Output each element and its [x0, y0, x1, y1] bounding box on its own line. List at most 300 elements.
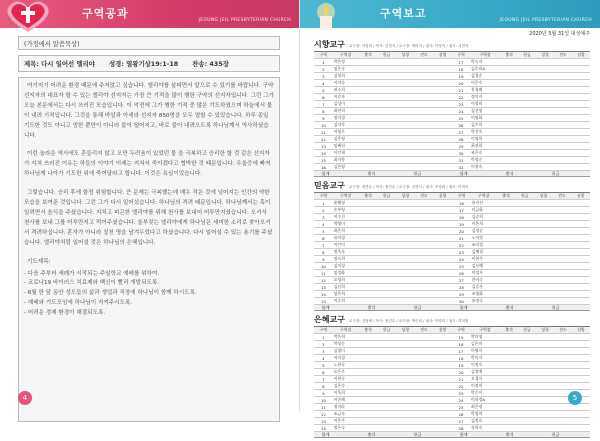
- cell-empty: [536, 122, 554, 129]
- summary-cell: 헌금: [551, 170, 560, 176]
- table-header: 헌금: [377, 193, 396, 200]
- cell-empty: [377, 115, 396, 122]
- table-row: [314, 249, 452, 256]
- cell-empty: [572, 164, 590, 171]
- table-row: [314, 150, 452, 157]
- cell-empty: [396, 200, 415, 207]
- cell-empty: [415, 122, 434, 129]
- summary-cell: 헌금: [413, 431, 422, 437]
- cell-empty: [433, 228, 452, 235]
- cell-empty: [554, 94, 572, 101]
- cell-empty: [396, 214, 415, 221]
- cell-leader: 노현숙: [333, 362, 359, 369]
- cell-leader: 권소희: [333, 87, 359, 94]
- cell-empty: [497, 256, 516, 263]
- cell-leader: 최연희: [333, 108, 359, 115]
- cell-empty: [500, 80, 518, 87]
- cell-leader: 이정희: [470, 101, 500, 108]
- cell-empty: [518, 341, 536, 348]
- cell-empty: [515, 214, 534, 221]
- cell-empty: [415, 221, 434, 228]
- cell-empty: [433, 150, 452, 157]
- cell-leader: 김은영: [333, 164, 359, 171]
- cell-leader: 이옥희: [333, 390, 359, 397]
- cell-empty: [536, 362, 554, 369]
- left-banner: [0, 0, 299, 28]
- table-row: [452, 228, 590, 235]
- table-row: [314, 94, 452, 101]
- cell-leader: 윤해정: [333, 200, 359, 207]
- cell-empty: [359, 66, 378, 73]
- cell-empty: [433, 108, 452, 115]
- cell-empty: [377, 136, 396, 143]
- table-row: [314, 418, 452, 425]
- cell-district-no: 3: [314, 214, 333, 221]
- cell-district-no: 27: [452, 129, 470, 136]
- table-header: 전도: [554, 327, 572, 334]
- cell-district-no: 19: [452, 73, 470, 80]
- cell-empty: [396, 115, 415, 122]
- cell-leader: 이현주: [471, 256, 497, 263]
- cell-district-no: 5: [314, 228, 333, 235]
- cell-empty: [359, 80, 378, 87]
- cell-leader: 정희숙: [470, 425, 500, 432]
- cell-district-no: 30: [452, 298, 471, 305]
- cell-empty: [536, 397, 554, 404]
- cell-leader: 이명희: [470, 136, 500, 143]
- table-header: 전도: [415, 193, 434, 200]
- cell-leader: 이은희: [471, 221, 497, 228]
- cell-empty: [534, 200, 553, 207]
- cell-empty: [572, 362, 590, 369]
- cell-empty: [572, 129, 590, 136]
- cell-empty: [500, 369, 518, 376]
- cell-empty: [377, 164, 396, 171]
- cell-leader: 이정미: [470, 383, 500, 390]
- cell-empty: [415, 73, 434, 80]
- cell-district-no: 5: [314, 87, 333, 94]
- cell-empty: [571, 298, 590, 305]
- cell-empty: [536, 348, 554, 355]
- cell-district-no: 6: [314, 369, 333, 376]
- cell-leader: 최선희: [470, 143, 500, 150]
- cell-empty: [377, 404, 396, 411]
- cell-district-no: 4: [314, 355, 333, 362]
- cell-empty: [534, 228, 553, 235]
- cell-empty: [396, 256, 415, 263]
- cell-empty: [396, 291, 415, 298]
- cell-district-no: 4: [314, 80, 333, 87]
- cell-empty: [554, 59, 572, 66]
- table-header: 출석: [359, 327, 378, 334]
- cell-leader: 노미정: [471, 235, 497, 242]
- cell-empty: [536, 164, 554, 171]
- cell-empty: [571, 277, 590, 284]
- table-row: [314, 143, 452, 150]
- cell-empty: [518, 355, 536, 362]
- table-row: [314, 376, 452, 383]
- prayer-title: 기도제목:: [27, 258, 51, 265]
- cell-empty: [553, 221, 572, 228]
- cell-empty: [396, 235, 415, 242]
- cell-empty: [518, 101, 536, 108]
- summary-cell: 출석: [367, 431, 376, 437]
- cell-leader: 김미성: [333, 263, 359, 270]
- table-row: [314, 334, 452, 341]
- cell-empty: [554, 425, 572, 432]
- cell-empty: [497, 207, 516, 214]
- cell-empty: [536, 73, 554, 80]
- cell-empty: [554, 348, 572, 355]
- cell-empty: [518, 157, 536, 164]
- cell-empty: [433, 291, 452, 298]
- cell-empty: [377, 284, 396, 291]
- cell-leader: 조미경: [471, 242, 497, 249]
- table-header: 전도: [415, 52, 434, 59]
- cell-empty: [572, 66, 590, 73]
- cell-empty: [500, 122, 518, 129]
- cell-district-no: 9: [314, 256, 333, 263]
- cell-leader: 김은숙: [333, 383, 359, 390]
- cell-leader: 김은미: [470, 341, 500, 348]
- cell-empty: [500, 390, 518, 397]
- cell-empty: [500, 94, 518, 101]
- table-header: 헌금: [515, 193, 534, 200]
- cell-empty: [515, 228, 534, 235]
- cell-district-no: 2: [314, 66, 333, 73]
- cell-empty: [359, 150, 378, 157]
- cell-empty: [359, 129, 378, 136]
- cell-empty: [518, 94, 536, 101]
- cell-district-no: 28: [452, 284, 471, 291]
- table-row: [452, 136, 590, 143]
- cell-leader: 오경자: [470, 376, 500, 383]
- cell-empty: [377, 334, 396, 341]
- lesson-hymn: 찬송: 435장: [192, 60, 229, 68]
- cell-empty: [359, 101, 378, 108]
- cell-empty: [377, 425, 396, 432]
- cell-district-no: 21: [452, 87, 470, 94]
- cell-empty: [536, 80, 554, 87]
- cell-leader: 김혜경: [471, 249, 497, 256]
- cell-empty: [415, 270, 434, 277]
- cell-district-no: 7: [314, 376, 333, 383]
- table-header: 헌금: [377, 327, 396, 334]
- table-row: [314, 136, 452, 143]
- cell-leader: 임정화: [333, 270, 359, 277]
- cell-empty: [536, 143, 554, 150]
- cell-empty: [377, 101, 396, 108]
- cell-empty: [497, 291, 516, 298]
- cell-empty: [572, 425, 590, 432]
- cell-district-no: 16: [452, 341, 470, 348]
- cell-empty: [433, 376, 452, 383]
- cell-district-no: 23: [452, 390, 470, 397]
- cell-empty: [515, 284, 534, 291]
- cell-empty: [415, 256, 434, 263]
- cell-empty: [415, 291, 434, 298]
- table-row: [314, 164, 452, 171]
- district-table: [452, 52, 590, 171]
- cell-empty: [396, 334, 415, 341]
- table-header: 심방: [433, 193, 452, 200]
- table-row: [452, 207, 590, 214]
- table-row: [314, 425, 452, 432]
- cell-empty: [377, 369, 396, 376]
- cell-empty: [554, 362, 572, 369]
- district-leaders: 교구장: 김영예 / 목사: 정진수 / 교구장: 박은희 / 권사: 이영미 / 권사: 허미정: [348, 319, 469, 323]
- cell-empty: [396, 157, 415, 164]
- table-header: 구역: [314, 52, 333, 59]
- cell-empty: [572, 150, 590, 157]
- cell-empty: [518, 150, 536, 157]
- cell-empty: [554, 157, 572, 164]
- cell-empty: [518, 369, 536, 376]
- table-row: [314, 404, 452, 411]
- cell-leader: 이은주: [333, 418, 359, 425]
- district-summary: [314, 432, 590, 438]
- cell-empty: [415, 362, 434, 369]
- table-row: [314, 242, 452, 249]
- cell-leader: 조은숙: [470, 150, 500, 157]
- cell-empty: [377, 390, 396, 397]
- cell-leader: 김순희: [471, 214, 497, 221]
- cell-empty: [433, 129, 452, 136]
- summary-cell: 합계: [459, 170, 468, 176]
- district-section: [314, 39, 590, 177]
- cell-empty: [554, 334, 572, 341]
- cell-leader: 정옥자: [333, 249, 359, 256]
- cell-empty: [377, 228, 396, 235]
- cell-district-no: 18: [452, 355, 470, 362]
- table-header: 출석: [497, 193, 516, 200]
- cell-leader: 홍경례: [470, 87, 500, 94]
- cell-leader: 박은정: [333, 59, 359, 66]
- district-summary: [314, 305, 590, 311]
- lesson-title: 제목: 다시 일어선 엘리야: [24, 60, 95, 68]
- cell-empty: [572, 157, 590, 164]
- table-header: 성경: [396, 52, 415, 59]
- cell-empty: [433, 115, 452, 122]
- table-row: [314, 59, 452, 66]
- table-header: 심방: [571, 193, 590, 200]
- cell-empty: [571, 263, 590, 270]
- cell-empty: [500, 425, 518, 432]
- cell-empty: [534, 221, 553, 228]
- cell-empty: [377, 214, 396, 221]
- cell-empty: [396, 425, 415, 432]
- cell-empty: [571, 256, 590, 263]
- cell-leader: 박정순: [470, 157, 500, 164]
- left-banner-title: 구역공과: [82, 7, 129, 20]
- report-content: [314, 30, 590, 441]
- table-row: [314, 355, 452, 362]
- cell-empty: [377, 263, 396, 270]
- summary-cell: 출석: [505, 170, 514, 176]
- cell-empty: [377, 341, 396, 348]
- cell-empty: [396, 284, 415, 291]
- cell-empty: [396, 94, 415, 101]
- cell-empty: [359, 136, 378, 143]
- table-row: [314, 341, 452, 348]
- cell-empty: [433, 298, 452, 305]
- cell-empty: [518, 66, 536, 73]
- cell-empty: [433, 425, 452, 432]
- cell-empty: [534, 207, 553, 214]
- cell-leader: 이영자: [470, 348, 500, 355]
- cell-empty: [536, 383, 554, 390]
- cell-empty: [433, 235, 452, 242]
- cell-empty: [497, 249, 516, 256]
- cell-leader: 이명화: [470, 115, 500, 122]
- cell-empty: [571, 291, 590, 298]
- cell-empty: [534, 291, 553, 298]
- cell-empty: [536, 369, 554, 376]
- district-table: [314, 327, 452, 432]
- district-table: [314, 193, 452, 305]
- cell-empty: [359, 418, 378, 425]
- table-header: 성경: [396, 327, 415, 334]
- cell-empty: [554, 108, 572, 115]
- district-summary: [314, 171, 590, 177]
- cell-empty: [433, 200, 452, 207]
- cell-empty: [554, 355, 572, 362]
- table-header: 헌금: [377, 52, 396, 59]
- table-row: [452, 242, 590, 249]
- district-leaders: 교구장: 정현수 / 목사: 정진수 / 교구장: 김현석 / 권사: 조영화 / 권사: 이미숙: [348, 185, 469, 189]
- cell-empty: [518, 80, 536, 87]
- cell-empty: [415, 277, 434, 284]
- table-header: 출석: [359, 52, 378, 59]
- cell-empty: [415, 115, 434, 122]
- cell-empty: [396, 348, 415, 355]
- cell-empty: [415, 101, 434, 108]
- cell-empty: [415, 136, 434, 143]
- cell-district-no: 16: [452, 200, 471, 207]
- summary-cell: 합계: [459, 304, 468, 310]
- cell-empty: [433, 164, 452, 171]
- cell-district-no: 17: [452, 348, 470, 355]
- cell-empty: [396, 136, 415, 143]
- cell-empty: [571, 200, 590, 207]
- cell-leader: 이미경: [333, 355, 359, 362]
- cell-leader: 임은숙: [333, 66, 359, 73]
- cell-district-no: 19: [452, 221, 471, 228]
- cell-empty: [433, 355, 452, 362]
- cell-empty: [518, 404, 536, 411]
- cell-empty: [500, 418, 518, 425]
- cell-empty: [500, 136, 518, 143]
- cell-empty: [572, 348, 590, 355]
- cell-district-no: 22: [452, 94, 470, 101]
- table-row: [452, 404, 590, 411]
- cell-district-no: 5: [314, 362, 333, 369]
- cell-empty: [554, 87, 572, 94]
- cell-empty: [359, 214, 378, 221]
- cell-empty: [536, 87, 554, 94]
- cell-empty: [415, 334, 434, 341]
- table-row: [314, 66, 452, 73]
- cell-empty: [553, 291, 572, 298]
- cell-empty: [359, 242, 378, 249]
- cell-leader: 오영희: [333, 277, 359, 284]
- cell-district-no: 13: [314, 143, 333, 150]
- cell-empty: [518, 376, 536, 383]
- cell-empty: [433, 122, 452, 129]
- table-row: [452, 418, 590, 425]
- cell-empty: [396, 129, 415, 136]
- cell-district-no: 2: [314, 207, 333, 214]
- cell-empty: [415, 390, 434, 397]
- cell-empty: [572, 369, 590, 376]
- cell-district-no: 14: [314, 425, 333, 432]
- table-row: [314, 73, 452, 80]
- cell-district-no: 20: [452, 369, 470, 376]
- table-row: [452, 73, 590, 80]
- table-header: 구역: [314, 327, 333, 334]
- cell-district-no: 7: [314, 242, 333, 249]
- cell-empty: [377, 200, 396, 207]
- table-row: [452, 80, 590, 87]
- cell-district-no: 25: [452, 263, 471, 270]
- table-header: 구역장: [333, 52, 359, 59]
- cell-leader: 김영미: [333, 348, 359, 355]
- cell-empty: [518, 129, 536, 136]
- prayer-item: - 6월 한 달 동안 성도들의 삶과 생업과 직장에 하나님이 함께 하시도록.: [24, 290, 197, 297]
- cell-empty: [518, 348, 536, 355]
- cell-empty: [497, 298, 516, 305]
- cell-empty: [572, 334, 590, 341]
- cell-empty: [377, 235, 396, 242]
- cell-empty: [500, 397, 518, 404]
- cell-empty: [500, 129, 518, 136]
- cell-district-no: 15: [314, 157, 333, 164]
- right-page: [300, 0, 600, 437]
- heart-cross-icon: [2, 0, 54, 34]
- cell-empty: [536, 136, 554, 143]
- cell-empty: [359, 87, 378, 94]
- cell-district-no: 20: [452, 228, 471, 235]
- cell-empty: [359, 228, 378, 235]
- right-page-number: 5: [568, 391, 582, 405]
- cell-empty: [359, 369, 378, 376]
- cell-empty: [500, 376, 518, 383]
- cell-empty: [515, 291, 534, 298]
- table-header: 심방: [572, 327, 590, 334]
- cell-empty: [518, 411, 536, 418]
- cell-empty: [377, 376, 396, 383]
- cell-empty: [359, 383, 378, 390]
- cell-district-no: 27: [452, 418, 470, 425]
- cell-empty: [536, 115, 554, 122]
- cell-empty: [359, 207, 378, 214]
- cell-empty: [572, 355, 590, 362]
- cell-empty: [359, 115, 378, 122]
- cell-empty: [415, 94, 434, 101]
- cell-empty: [553, 214, 572, 221]
- cell-leader: 임은희: [333, 291, 359, 298]
- cell-empty: [500, 108, 518, 115]
- cell-leader: 유미경: [333, 235, 359, 242]
- cell-empty: [359, 411, 378, 418]
- table-row: [452, 101, 590, 108]
- table-header: 출석: [500, 52, 518, 59]
- table-header: 성경: [534, 193, 553, 200]
- cell-empty: [396, 397, 415, 404]
- cell-district-no: 25: [452, 115, 470, 122]
- cell-empty: [377, 355, 396, 362]
- cell-leader: 김주희: [470, 122, 500, 129]
